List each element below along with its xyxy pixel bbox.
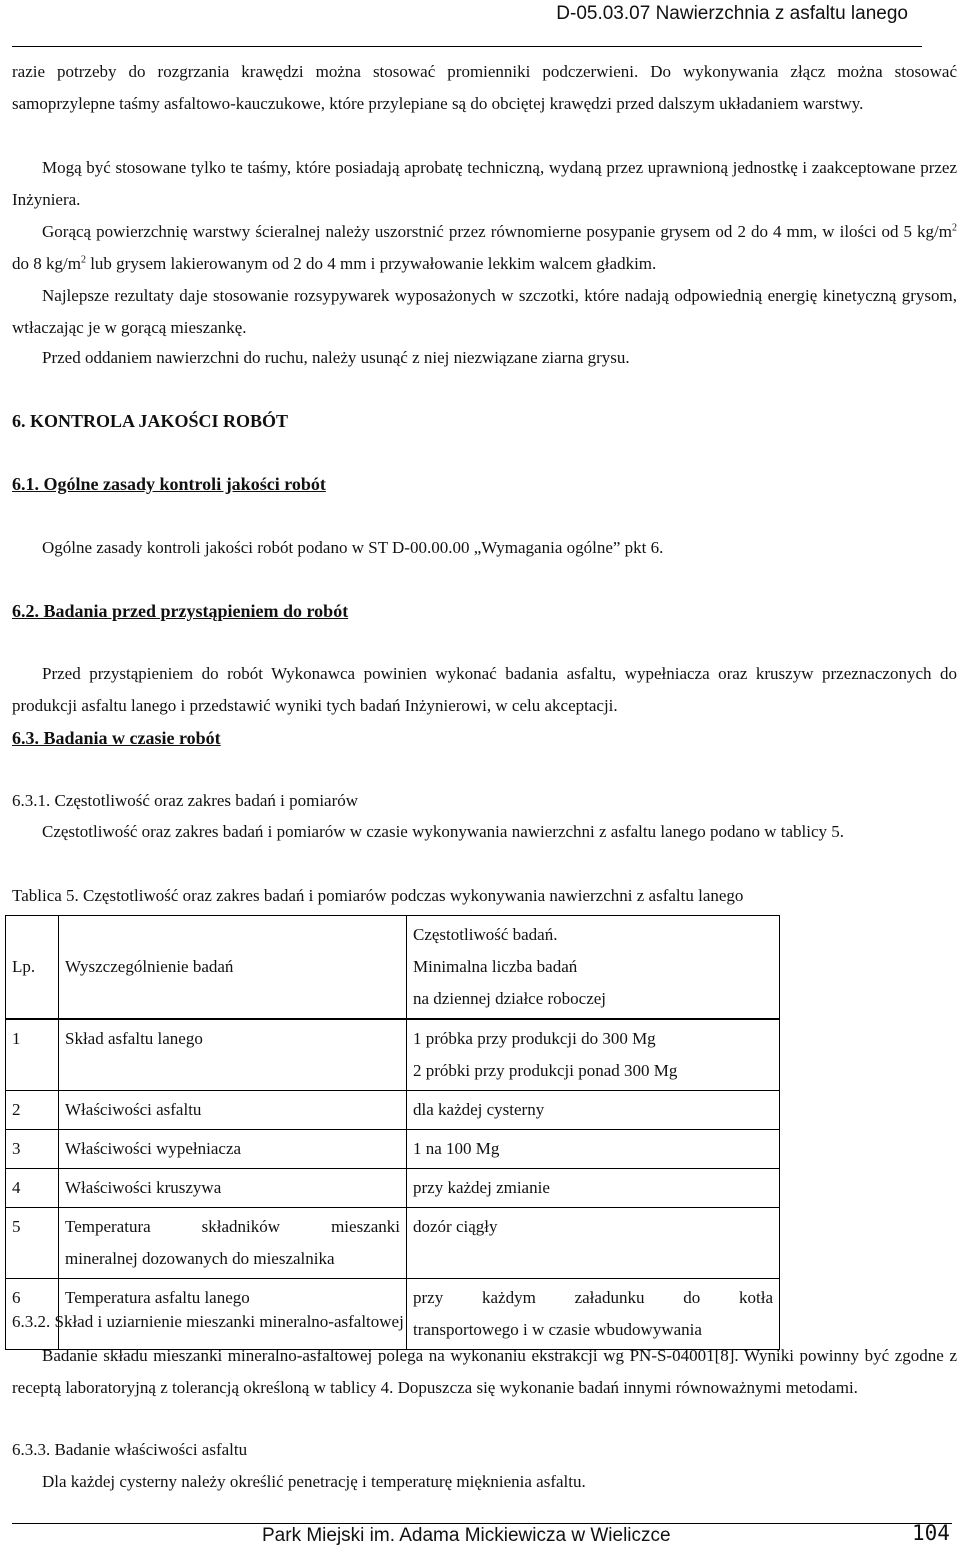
paragraph: razie potrzeby do rozgrzania krawędzi można stosować promienniki podczerwieni. Do wykonywania złącz można stosować samoprzylepne taśmy asfaltowo-kauczukowe, które przylepiane są do obciętej krawędzi przed dalszym układaniem warstwy. [12,62,957,113]
header-cell-lp: Lp. [6,916,59,1020]
section-heading: 6. KONTROLA JAKOŚCI ROBÓT [12,411,289,431]
cell-frequency-line: 2 próbki przy produkcji ponad 300 Mg [413,1061,678,1080]
paragraph-text: lub grysem lakierowanym od 2 do 4 mm i przywałowanie lekkim walcem gładkim. [85,254,657,273]
cell-item: Właściwości wypełniacza [59,1130,407,1169]
frequency-table [5,915,780,1350]
paragraph: Najlepsze rezultaty daje stosowanie rozsypywarek wyposażonych w szczotki, które nadają odpowiednią energię kinetyczną grysom, wtłaczając je w gorącą mieszankę. [12,286,957,337]
table-row [6,1091,780,1130]
paragraph: Mogą być stosowane tylko te taśmy, które posiadają aprobatę techniczną, wydaną przez uprawnioną jednostkę i zaakceptowane przez Inżyniera. [12,158,957,209]
table-row [6,1169,780,1208]
cell-frequency [407,1019,780,1091]
cell-frequency: 1 na 100 Mg [407,1130,780,1169]
paragraph: Dla każdej cysterny należy określić penetrację i temperaturę mięknienia asfaltu. [42,1472,586,1491]
paragraph-text: do 8 kg/m [12,254,81,273]
cell-item: Skład asfaltu lanego [59,1019,407,1091]
table-row [6,1208,780,1279]
header-frequency-line: Minimalna liczba badań [413,957,578,976]
cell-lp: 3 [6,1130,59,1169]
cell-lp: 4 [6,1169,59,1208]
header-cell-item: Wyszczególnienie badań [59,916,407,1020]
cell-item [59,1208,407,1279]
header-rule [12,46,922,47]
cell-frequency [407,1279,780,1350]
cell-lp: 5 [6,1208,59,1279]
cell-item: Temperatura asfaltu lanego [59,1279,407,1350]
table-caption: Tablica 5. Częstotliwość oraz zakres badań i pomiarów podczas wykonywania nawierzchni z asfaltu lanego [12,886,744,905]
footer-rule [12,1523,952,1524]
header-frequency-line: na dziennej działce roboczej [413,989,607,1008]
paragraph: Przed przystąpieniem do robót Wykonawca powinien wykonać badania asfaltu, wypełniacza oraz kruszyw przeznaczonych do produkcji asfaltu lanego i przedstawić wyniki tych badań Inżynierowi, w celu akceptacji. [12,664,957,715]
cell-frequency: przy każdej zmianie [407,1169,780,1208]
paragraph: Przed oddaniem nawierzchni do ruchu, należy usunąć z niej niezwiązane ziarna grysu. [42,348,630,367]
cell-item-line: Temperatura składników mieszanki [65,1217,400,1236]
header-frequency-line: Częstotliwość badań. [413,925,558,944]
cell-lp: 2 [6,1091,59,1130]
cell-frequency-line: przy każdym załadunku do kotła [413,1288,773,1307]
superscript: 2 [952,222,957,234]
header-title: D-05.03.07 Nawierzchnia z asfaltu lanego [556,3,908,24]
footer-text: Park Miejski im. Adama Mickiewicza w Wieliczce [262,1525,671,1546]
cell-item-line: mineralnej dozowanych do mieszalnika [65,1249,335,1268]
paragraph: Badanie składu mieszanki mineralno-asfaltowej polega na wykonaniu ekstrakcji wg PN-S-04001[8]. Wyniki powinny być zgodne z receptą laboratoryjną z tolerancją określoną w tablicy 4. Dopuszcza się wykonanie badań innymi równoważnymi metodami. [12,1346,957,1397]
subsection-heading: 6.3. Badania w czasie robót [12,728,221,748]
subsubsection-heading: 6.3.3. Badanie właściwości asfaltu [12,1440,248,1459]
table-row [6,1019,780,1091]
subsubsection-heading: 6.3.2. Skład i uziarnienie mieszanki mineralno-asfaltowej [12,1312,404,1331]
subsection-heading: 6.1. Ogólne zasady kontroli jakości robót [12,474,326,494]
paragraph-text: Gorącą powierzchnię warstwy ścieralnej należy uszorstnić przez równomierne posypanie grysem od 2 do 4 mm, w ilości od 5 kg/m [42,222,952,241]
cell-frequency-line: transportowego i w czasie wbudowywania [413,1320,702,1339]
cell-lp: 6 [6,1279,59,1350]
table-row [6,1130,780,1169]
page-number: 104 [912,1521,950,1545]
subsubsection-heading: 6.3.1. Częstotliwość oraz zakres badań i pomiarów [12,791,359,810]
paragraph: Ogólne zasady kontroli jakości robót podano w ST D-00.00.00 „Wymagania ogólne” pkt 6. [42,538,664,557]
table-header-row [6,916,780,1020]
superscript: 2 [80,254,86,266]
cell-frequency: dla każdej cysterny [407,1091,780,1130]
paragraph [12,216,957,280]
cell-lp: 1 [6,1019,59,1091]
cell-frequency-line: 1 próbka przy produkcji do 300 Mg [413,1029,656,1048]
cell-frequency: dozór ciągły [407,1208,780,1279]
subsection-heading: 6.2. Badania przed przystąpieniem do robót [12,601,349,621]
cell-item: Właściwości kruszywa [59,1169,407,1208]
paragraph: Częstotliwość oraz zakres badań i pomiarów w czasie wykonywania nawierzchni z asfaltu lanego podano w tablicy 5. [42,822,845,841]
cell-item: Właściwości asfaltu [59,1091,407,1130]
header-cell-frequency [407,916,780,1020]
